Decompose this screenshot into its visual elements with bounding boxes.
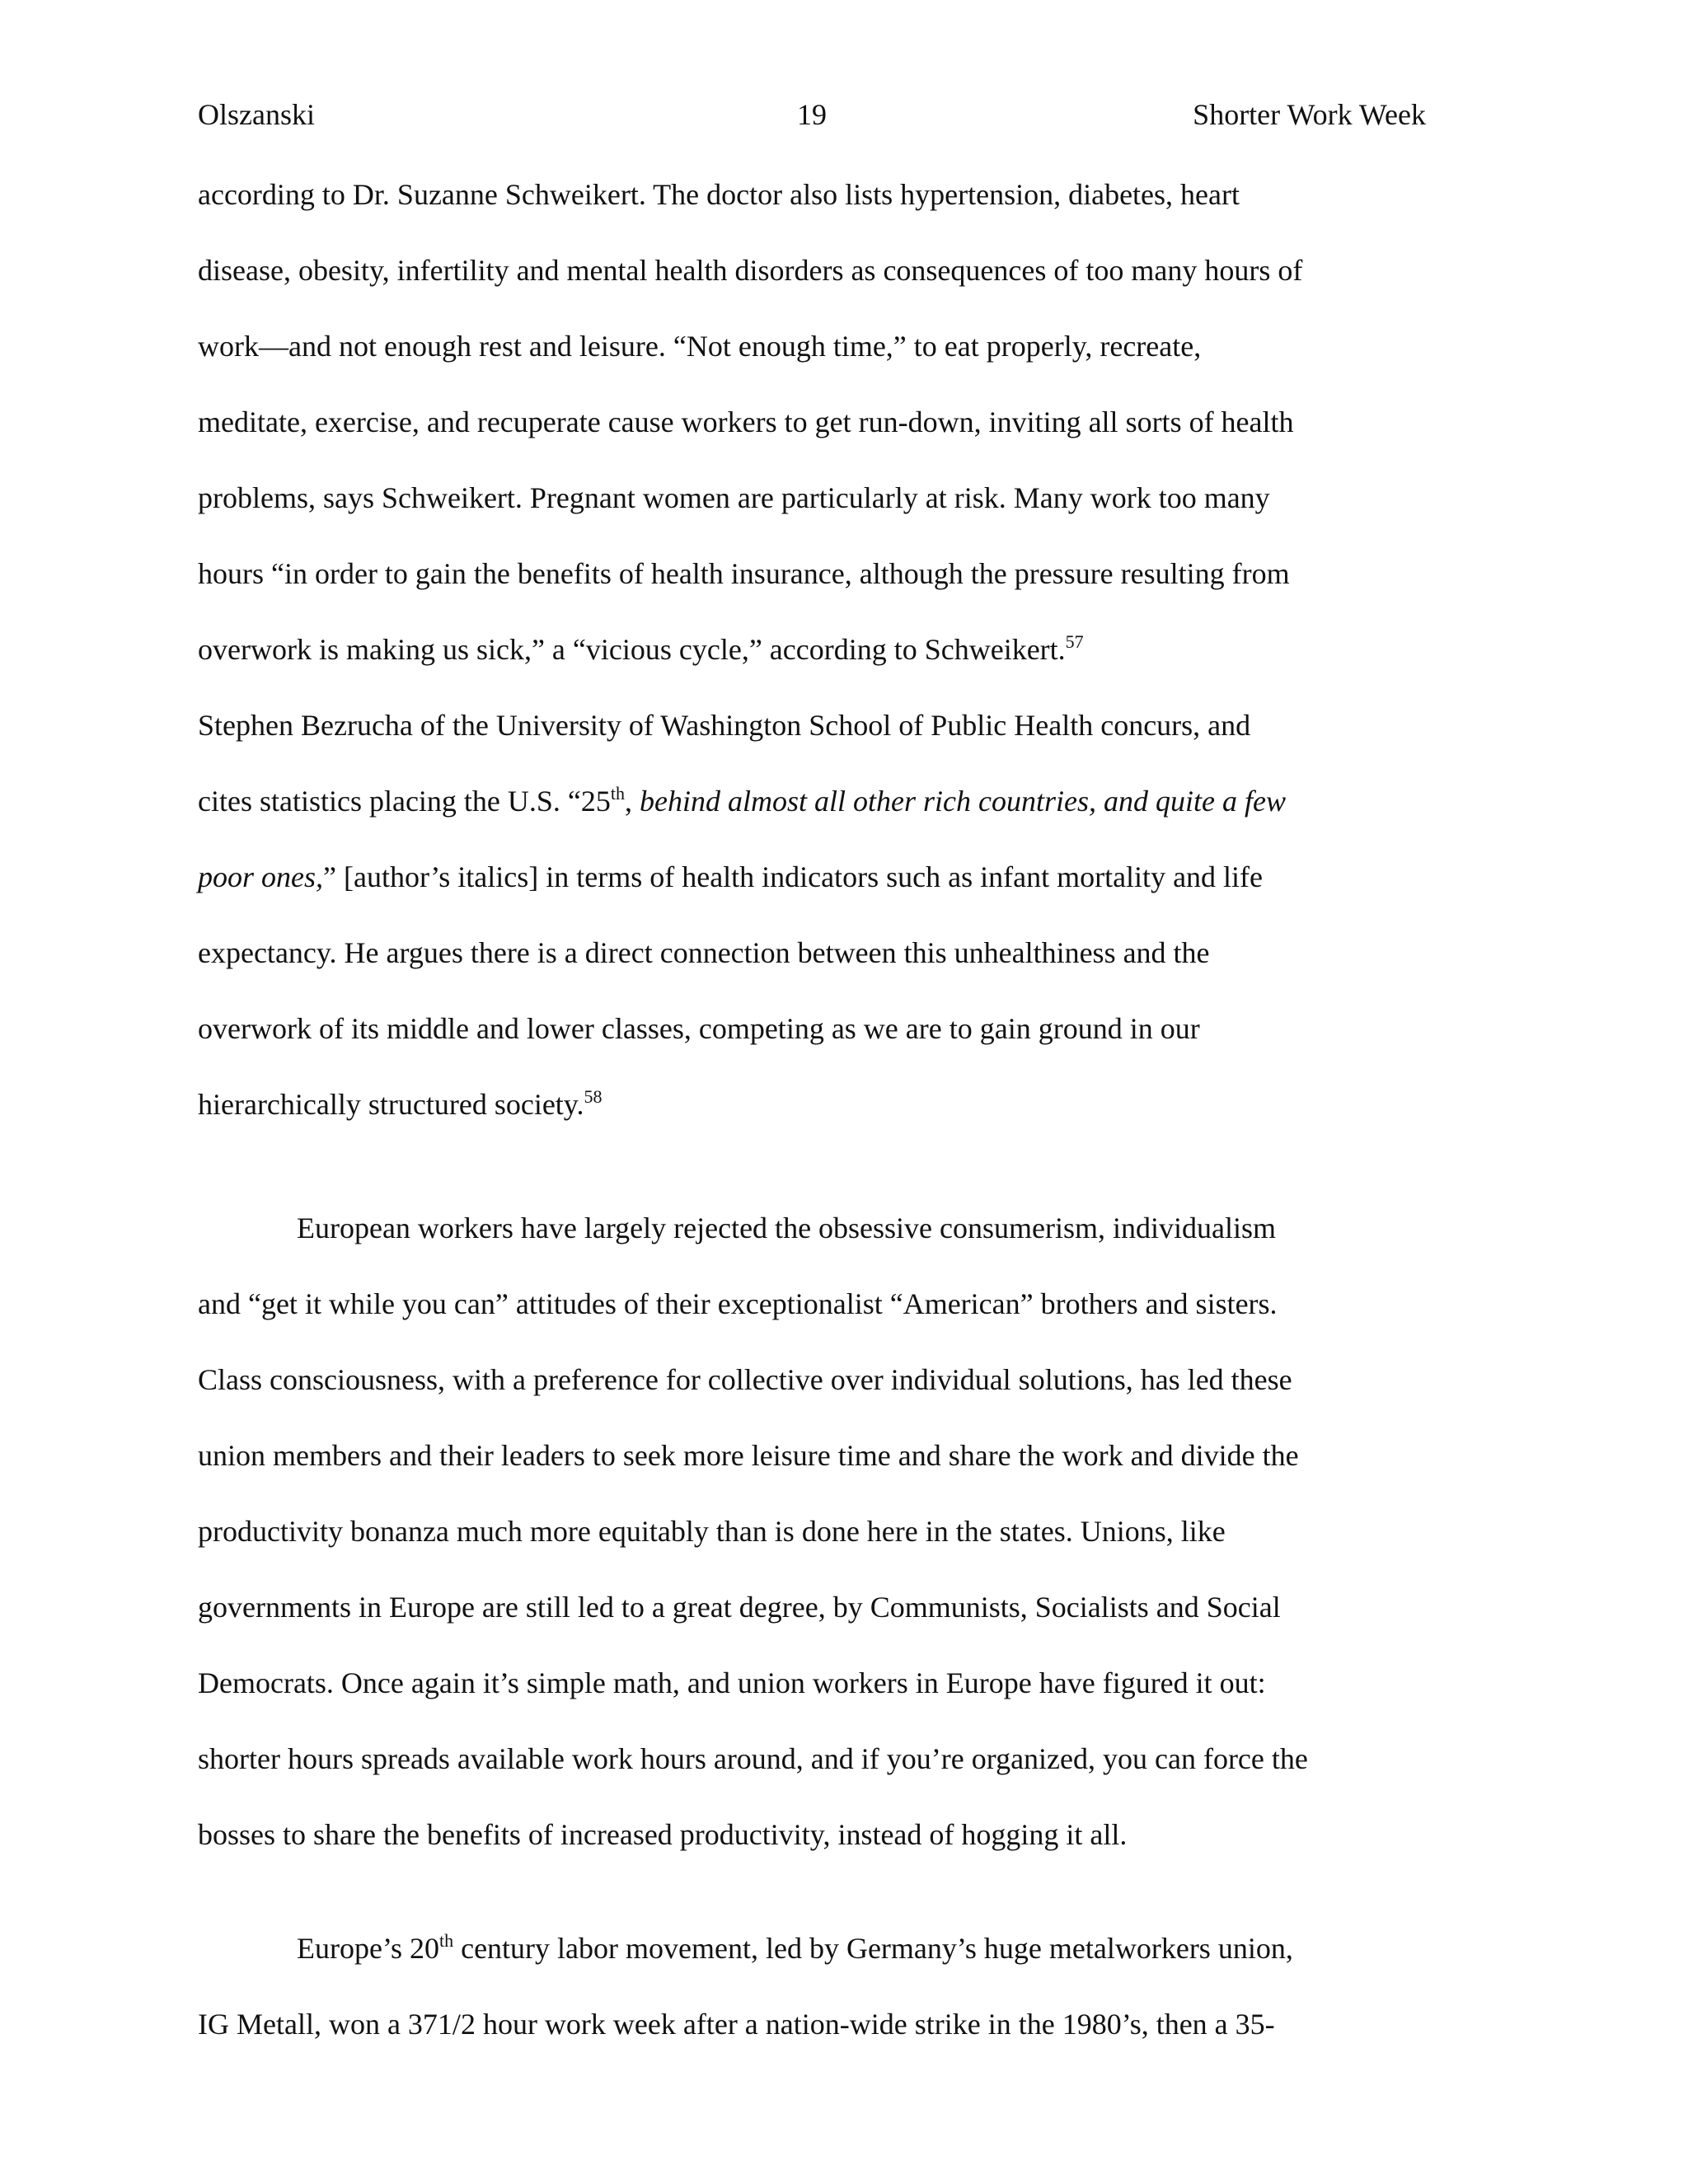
body-line: shorter hours spreads available work hours around, and if you’re organized, you can force the [198,1742,1308,1775]
line-text: hierarchically structured society. [198,1088,584,1121]
line-text: Europe’s 20 [297,1932,439,1965]
body-line [198,630,1426,669]
body-line [198,1085,1426,1124]
line-text: , [625,785,640,818]
body-line: problems, says Schweikert. Pregnant women are particularly at risk. Many work too many [198,481,1270,514]
body-line: Democrats. Once again it’s simple math, and union workers in Europe have figured it out: [198,1666,1266,1699]
header-title: Shorter Work Week [1193,98,1426,131]
body-line [198,857,1426,897]
ordinal-suffix: th [438,1930,454,1951]
page-number: 19 [797,98,827,131]
body-line: IG Metall, won a 371/2 hour work week after a nation-wide strike in the 1980’s, then a 35- [198,2008,1275,2041]
line-text: ” [author’s italics] in terms of health indicators such as infant mortality and life [323,860,1264,893]
body-line: productivity bonanza much more equitably than is done here in the states. Unions, like [198,1515,1226,1548]
body-line: Class consciousness, with a preference for collective over individual solutions, has led these [198,1363,1292,1396]
body-line: Stephen Bezrucha of the University of Washington School of Public Health concurs, and [198,709,1251,742]
body-line: union members and their leaders to seek more leisure time and share the work and divide the [198,1439,1299,1472]
body-line: expectancy. He argues there is a direct connection between this unhealthiness and the [198,936,1210,969]
body-line: work—and not enough rest and leisure. “Not enough time,” to eat properly, recreate, [198,330,1202,363]
body-line: hours “in order to gain the benefits of health insurance, although the pressure resulting from [198,557,1290,590]
body-line: according to Dr. Suzanne Schweikert. The doctor also lists hypertension, diabetes, heart [198,178,1240,211]
paragraph-first-line: European workers have largely rejected the obsessive consumerism, individualism [297,1212,1276,1244]
footnote-ref-58: 58 [584,1086,603,1107]
footnote-ref-57: 57 [1065,631,1084,652]
ordinal-suffix: th [610,783,626,804]
body-line: governments in Europe are still led to a great degree, by Communists, Socialists and Social [198,1591,1281,1624]
italic-quote: behind almost all other rich countries, and quite a few [640,785,1286,818]
italic-quote: poor ones, [198,860,323,893]
line-text: cites statistics placing the U.S. “25 [198,785,611,818]
header-author: Olszanski [198,98,315,131]
line-text: century labor movement, led by Germany’s huge metalworkers union, [453,1932,1293,1965]
body-line: and “get it while you can” attitudes of their exceptionalist “American” brothers and sisters. [198,1287,1278,1320]
line-text: overwork is making us sick,” a “vicious cycle,” according to Schweikert. [198,633,1066,666]
running-header [198,97,1426,140]
body-line [198,781,1426,821]
body-line: meditate, exercise, and recuperate cause workers to get run-down, inviting all sorts of health [198,405,1294,438]
body-line: overwork of its middle and lower classes, competing as we are to gain ground in our [198,1012,1200,1045]
body-line: disease, obesity, infertility and mental health disorders as consequences of too many hours of [198,254,1303,287]
body-line: bosses to share the benefits of increased productivity, instead of hogging it all. [198,1818,1128,1851]
paragraph-first-line [297,1929,1426,1968]
